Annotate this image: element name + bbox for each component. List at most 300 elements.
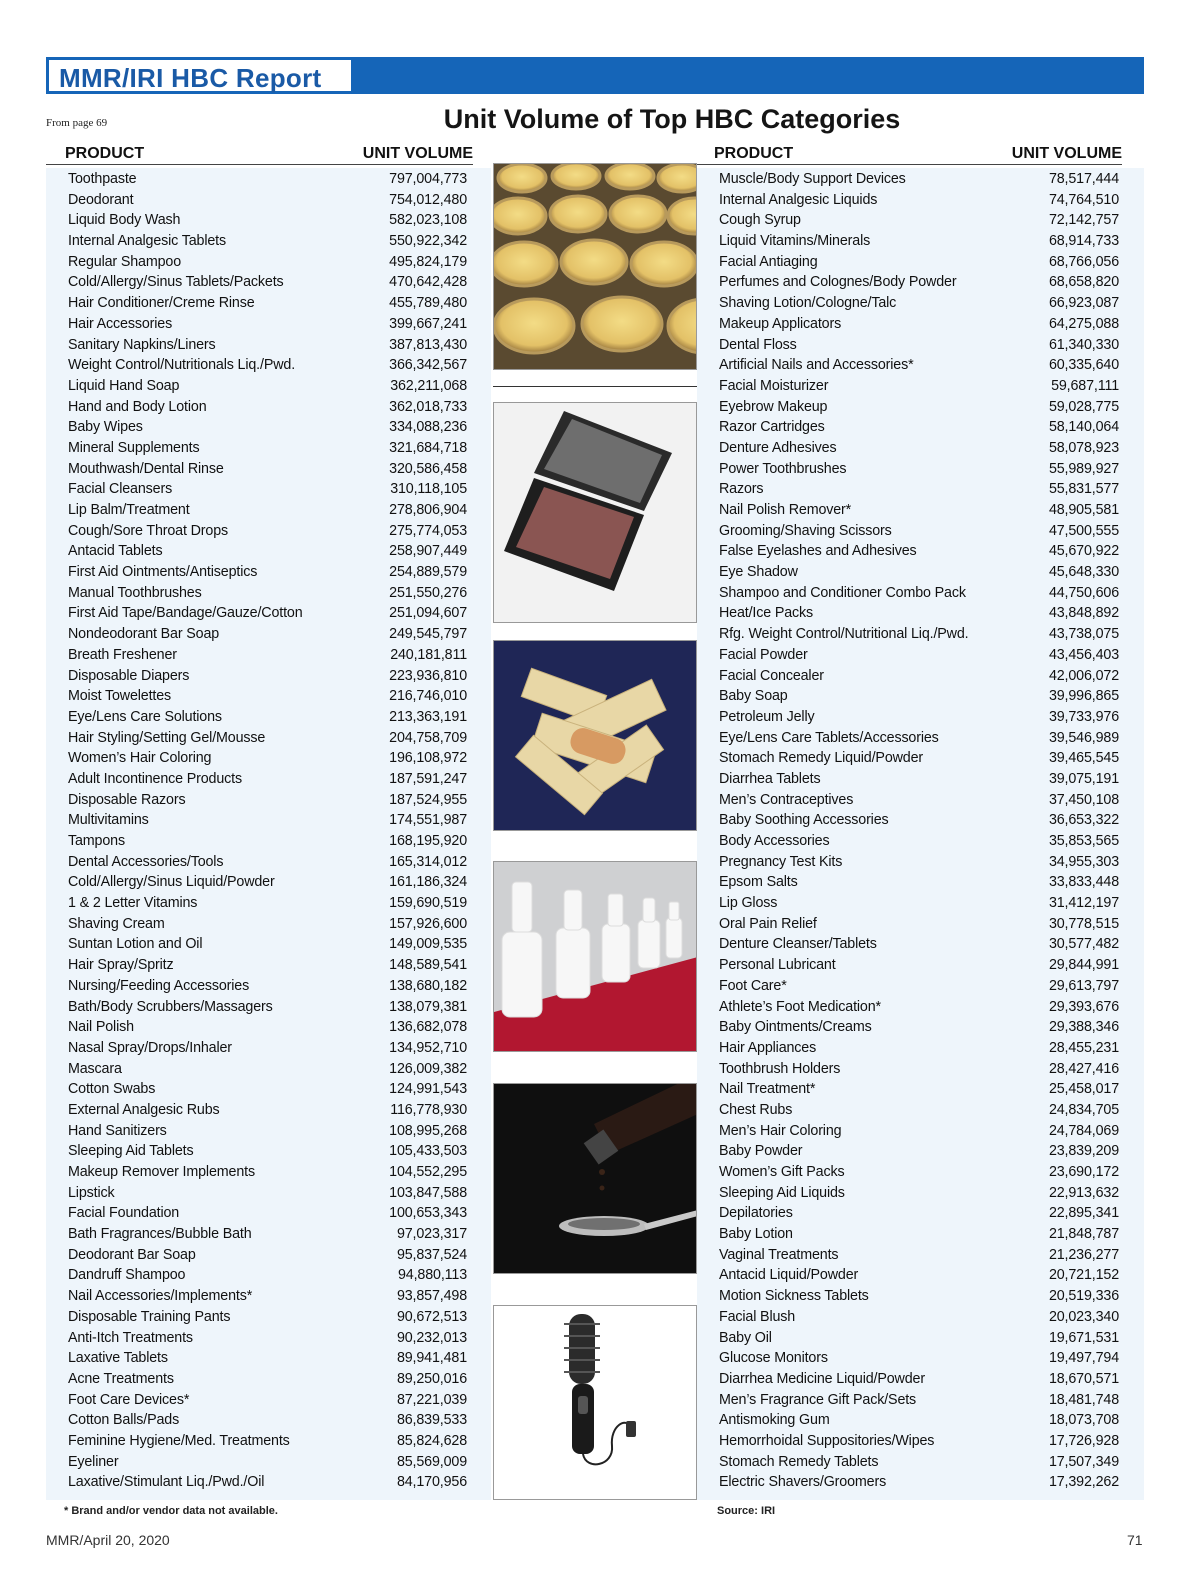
table-row: [68, 603, 467, 624]
table-row: [68, 934, 467, 955]
unit-volume-value: 39,733,976: [1048, 708, 1119, 725]
table-row: [68, 1348, 467, 1369]
report-banner-box: [48, 59, 352, 92]
unit-volume-value: 29,613,797: [1048, 977, 1119, 994]
product-name: Women’s Hair Coloring: [68, 750, 212, 767]
table-row: [719, 1265, 1119, 1286]
product-name: Foot Care Devices*: [68, 1391, 190, 1408]
product-name: Antacid Tablets: [68, 543, 163, 560]
unit-volume-value: 213,363,191: [389, 708, 467, 725]
photo-divider: [493, 386, 697, 387]
product-name: Hair Appliances: [719, 1039, 817, 1056]
product-name: Adult Incontinence Products: [68, 770, 242, 787]
unit-volume-value: 165,314,012: [389, 853, 467, 870]
from-page-note: From page 69: [46, 117, 108, 129]
unit-volume-value: 72,142,757: [1048, 212, 1119, 229]
table-row: [68, 831, 467, 852]
unit-volume-value: 104,552,295: [389, 1164, 467, 1180]
dropper-bottles-photo: [493, 861, 697, 1052]
table-row: [719, 1369, 1119, 1390]
product-name: Cold/Allergy/Sinus Tablets/Packets: [68, 274, 284, 291]
table-row: [719, 417, 1119, 438]
product-name: Nail Treatment*: [719, 1081, 816, 1098]
table-row: [719, 872, 1119, 893]
unit-volume-value: 138,680,182: [389, 977, 467, 994]
unit-volume-value: 34,955,303: [1048, 853, 1119, 870]
product-name: Nail Polish: [68, 1019, 134, 1036]
unit-volume-value: 19,497,794: [1048, 1350, 1119, 1367]
product-name: Suntan Lotion and Oil: [68, 936, 203, 953]
unit-volume-value: 29,844,991: [1048, 957, 1119, 974]
table-row: [68, 417, 467, 438]
footnote: * Brand and/or vendor data not available.: [64, 1505, 278, 1517]
table-row: [719, 666, 1119, 687]
product-name: Bath Fragrances/Bubble Bath: [68, 1226, 252, 1243]
unit-volume-value: 108,995,268: [389, 1122, 467, 1139]
product-name: Nail Accessories/Implements*: [68, 1288, 253, 1305]
table-row: [719, 1328, 1119, 1349]
product-name: Lip Balm/Treatment: [68, 502, 190, 518]
bandages-image: [494, 641, 697, 831]
unit-volume-value: 216,746,010: [389, 688, 467, 705]
product-name: Eyebrow Makeup: [719, 398, 828, 415]
unit-volume-value: 362,211,068: [390, 377, 467, 394]
balm-tins-image: [494, 164, 697, 370]
table-row: [68, 169, 467, 190]
product-name: Hair Spray/Spritz: [68, 957, 174, 974]
product-name: Laxative Tablets: [68, 1350, 168, 1367]
product-name: Depilatories: [719, 1205, 793, 1222]
product-name: Baby Wipes: [68, 419, 143, 436]
table-row: [719, 686, 1119, 707]
product-name: Facial Powder: [719, 646, 808, 663]
product-name: Hair Accessories: [68, 315, 173, 332]
table-row: [719, 252, 1119, 273]
unit-volume-value: 455,789,480: [389, 295, 467, 312]
product-name: Glucose Monitors: [719, 1350, 828, 1367]
unit-volume-value: 126,009,382: [389, 1060, 467, 1077]
product-name: Disposable Razors: [68, 791, 186, 808]
table-row: [719, 521, 1119, 542]
unit-volume-value: 68,914,733: [1048, 233, 1119, 250]
table-row: [68, 748, 467, 769]
table-row: [68, 1038, 467, 1059]
table-row: [719, 376, 1119, 397]
page-number: 71: [1127, 1532, 1143, 1548]
table-row: [719, 1100, 1119, 1121]
product-name: Denture Cleanser/Tablets: [719, 936, 877, 953]
product-name: Lip Gloss: [719, 895, 778, 912]
product-name: Petroleum Jelly: [719, 708, 815, 725]
product-name: Muscle/Body Support Devices: [719, 171, 906, 187]
table-row: [68, 1307, 467, 1328]
unit-volume-value: 87,221,039: [396, 1391, 467, 1408]
product-name: Deodorant Bar Soap: [68, 1246, 196, 1263]
unit-volume-value: 138,079,381: [389, 998, 467, 1015]
table-row: [68, 1472, 467, 1493]
table-row: [68, 562, 467, 583]
table-row: [719, 997, 1119, 1018]
product-name: Baby Powder: [719, 1143, 803, 1160]
table-row: [719, 645, 1119, 666]
table-row: [719, 976, 1119, 997]
unit-volume-value: 30,778,515: [1048, 915, 1119, 932]
table-row: [719, 479, 1119, 500]
table-row: [719, 1472, 1119, 1493]
table-row: [68, 459, 467, 480]
product-name: Razor Cartridges: [719, 419, 825, 436]
table-row: [719, 624, 1119, 645]
product-name: Multivitamins: [68, 812, 149, 829]
unit-volume-value: 45,670,922: [1048, 543, 1119, 560]
product-column-header: PRODUCT: [714, 145, 794, 162]
product-name: Vaginal Treatments: [719, 1246, 839, 1263]
unit-volume-value: 17,726,928: [1048, 1432, 1119, 1449]
product-name: Manual Toothbrushes: [68, 584, 202, 601]
table-row: [719, 1286, 1119, 1307]
page-title: Unit Volume of Top HBC Categories: [443, 104, 901, 134]
table-row: [68, 1017, 467, 1038]
unit-volume-value: 240,181,811: [390, 646, 467, 663]
product-name: Cold/Allergy/Sinus Liquid/Powder: [68, 874, 275, 891]
hot-air-brush-image: [494, 1306, 697, 1500]
table-row: [719, 852, 1119, 873]
unit-volume-value: 39,465,545: [1048, 750, 1119, 767]
unit-volume-value: 55,831,577: [1048, 481, 1119, 498]
product-name: Internal Analgesic Tablets: [68, 233, 226, 250]
table-row: [719, 728, 1119, 749]
table-row: [68, 955, 467, 976]
table-row: [68, 314, 467, 335]
compact-powder-photo: [493, 402, 697, 623]
unit-volume-value: 495,824,179: [389, 253, 467, 270]
unit-volume-value: 204,758,709: [389, 729, 467, 746]
product-name: Eye Shadow: [719, 564, 798, 581]
unit-volume-value: 86,839,533: [396, 1412, 467, 1429]
product-name: Toothbrush Holders: [719, 1060, 841, 1077]
table-row: [68, 1059, 467, 1080]
unit-volume-value: 89,250,016: [396, 1370, 467, 1387]
unit-volume-value: 66,923,087: [1048, 295, 1119, 312]
bandages-photo: [493, 640, 697, 831]
unit-volume-value: 100,653,343: [389, 1205, 467, 1222]
table-row: [68, 997, 467, 1018]
table-row: [68, 1431, 467, 1452]
unit-volume-value: 47,500,555: [1048, 522, 1119, 539]
table-row: [719, 459, 1119, 480]
product-name: Baby Ointments/Creams: [719, 1019, 872, 1036]
left-table: [68, 169, 467, 1493]
product-name: External Analgesic Rubs: [68, 1101, 220, 1118]
product-name: Shampoo and Conditioner Combo Pack: [719, 584, 966, 601]
product-name: Hand Sanitizers: [68, 1122, 167, 1139]
table-row: [68, 397, 467, 418]
unit-volume-value: 61,340,330: [1048, 336, 1119, 353]
table-row: [719, 293, 1119, 314]
product-name: Dental Accessories/Tools: [68, 853, 224, 870]
table-row: [719, 831, 1119, 852]
unit-volume-value: 550,922,342: [389, 233, 467, 250]
right-table: [719, 169, 1119, 1493]
unit-volume-value: 43,456,403: [1048, 646, 1119, 663]
product-name: Shaving Lotion/Cologne/Talc: [719, 295, 897, 312]
product-name: Baby Soothing Accessories: [719, 812, 889, 829]
table-row: [68, 190, 467, 211]
product-name: Rfg. Weight Control/Nutritional Liq./Pwd.: [719, 626, 969, 643]
table-row: [719, 707, 1119, 728]
product-name: Grooming/Shaving Scissors: [719, 522, 892, 539]
table-row: [68, 438, 467, 459]
table-row: [68, 1141, 467, 1162]
unit-volume-value: 93,857,498: [396, 1288, 467, 1305]
table-row: [719, 1079, 1119, 1100]
unit-volume-value: 168,195,920: [389, 833, 467, 849]
unit-volume-value: 36,653,322: [1048, 812, 1119, 829]
table-row: [719, 1452, 1119, 1473]
product-name: Lipstick: [68, 1184, 115, 1201]
table-row: [68, 1183, 467, 1204]
unit-volume-value: 148,589,541: [389, 957, 467, 974]
unit-volume-value: 159,690,519: [389, 895, 467, 912]
product-name: Facial Moisturizer: [719, 377, 829, 394]
unit-volume-value: 254,889,579: [389, 564, 467, 581]
product-name: Nasal Spray/Drops/Inhaler: [68, 1039, 232, 1056]
product-name: Cotton Balls/Pads: [68, 1412, 180, 1429]
table-row: [719, 1245, 1119, 1266]
unit-volume-value: 17,507,349: [1048, 1453, 1119, 1470]
product-name: Personal Lubricant: [719, 957, 836, 974]
product-name: Breath Freshener: [68, 646, 177, 663]
unit-volume-value: 68,658,820: [1048, 274, 1119, 291]
product-name: Facial Antiaging: [719, 253, 818, 270]
unit-volume-value: 797,004,773: [389, 171, 467, 187]
product-name: Shaving Cream: [68, 915, 165, 932]
unit-volume-value: 362,018,733: [389, 398, 467, 415]
unit-volume-value: 105,433,503: [389, 1143, 467, 1160]
product-name: Makeup Remover Implements: [68, 1164, 255, 1180]
source-note: Source: IRI: [717, 1505, 776, 1517]
table-row: [719, 1141, 1119, 1162]
table-row: [68, 1369, 467, 1390]
table-row: [719, 583, 1119, 604]
product-name: Feminine Hygiene/Med. Treatments: [68, 1432, 290, 1449]
product-name: Toothpaste: [68, 171, 137, 187]
unit-volume-value: 334,088,236: [389, 419, 467, 436]
product-name: Razors: [719, 481, 764, 498]
product-name: Foot Care*: [719, 977, 787, 994]
product-name: Moist Towelettes: [68, 688, 172, 705]
unit-volume-value: 43,738,075: [1048, 626, 1119, 643]
unit-volume-value: 58,078,923: [1048, 439, 1119, 456]
unit-volume-value: 251,094,607: [389, 605, 467, 622]
table-row: [719, 438, 1119, 459]
table-row: [719, 1410, 1119, 1431]
unit-volume-value: 187,524,955: [389, 791, 467, 808]
unit-volume-value: 399,667,241: [389, 315, 467, 332]
product-name: Bath/Body Scrubbers/Massagers: [68, 998, 273, 1015]
unit-volume-value: 28,427,416: [1048, 1060, 1119, 1077]
table-row: [68, 624, 467, 645]
product-name: Dental Floss: [719, 336, 797, 353]
table-row: [68, 1100, 467, 1121]
unit-volume-value: 39,546,989: [1048, 729, 1119, 746]
table-row: [68, 810, 467, 831]
unit-volume-value: 59,028,775: [1048, 398, 1119, 415]
product-name: 1 & 2 Letter Vitamins: [68, 895, 198, 912]
product-name: Oral Pain Relief: [719, 915, 817, 932]
product-name: Epsom Salts: [719, 874, 798, 891]
unit-volume-value: 28,455,231: [1048, 1039, 1119, 1056]
balm-tins-photo: [493, 163, 697, 370]
product-name: Stomach Remedy Tablets: [719, 1453, 879, 1470]
table-row: [719, 541, 1119, 562]
table-row: [68, 500, 467, 521]
product-name: Liquid Vitamins/Minerals: [719, 233, 871, 250]
table-row: [719, 169, 1119, 190]
product-name: Facial Blush: [719, 1308, 796, 1325]
table-row: [719, 955, 1119, 976]
unit-volume-value: 24,784,069: [1048, 1122, 1119, 1139]
product-name: False Eyelashes and Adhesives: [719, 543, 917, 560]
table-row: [68, 479, 467, 500]
unit-volume-value: 94,880,113: [398, 1267, 467, 1284]
unit-volume-value: 31,412,197: [1048, 895, 1119, 912]
product-name: Men’s Fragrance Gift Pack/Sets: [719, 1391, 917, 1408]
unit-volume-value: 20,721,152: [1048, 1267, 1119, 1284]
product-name: Nursing/Feeding Accessories: [68, 977, 250, 994]
table-row: [68, 1203, 467, 1224]
product-name: Liquid Hand Soap: [68, 377, 180, 394]
table-row: [719, 810, 1119, 831]
unit-volume-value: 275,774,053: [389, 522, 467, 539]
product-name: Regular Shampoo: [68, 253, 181, 270]
unit-volume-value: 157,926,600: [389, 915, 467, 932]
table-row: [719, 1059, 1119, 1080]
table-row: [719, 272, 1119, 293]
footer-publication: MMR/April 20, 2020: [46, 1532, 170, 1548]
table-row: [719, 1038, 1119, 1059]
table-row: [719, 1431, 1119, 1452]
unit-volume-value: 134,952,710: [389, 1039, 467, 1056]
unit-volume-value: 310,118,105: [390, 481, 467, 498]
product-name: Athlete’s Foot Medication*: [719, 998, 881, 1015]
unit-volume-column-header: UNIT VOLUME: [1011, 145, 1122, 162]
table-row: [719, 748, 1119, 769]
table-row: [68, 914, 467, 935]
unit-volume-value: 24,834,705: [1048, 1101, 1119, 1118]
table-row: [68, 728, 467, 749]
product-name: Pregnancy Test Kits: [719, 853, 843, 870]
table-row: [719, 231, 1119, 252]
product-name: Power Toothbrushes: [719, 460, 847, 477]
unit-volume-value: 136,682,078: [389, 1019, 467, 1036]
unit-volume-value: 278,806,904: [389, 502, 467, 518]
unit-volume-value: 39,996,865: [1048, 688, 1119, 705]
unit-volume-value: 321,684,718: [389, 439, 467, 456]
product-name: Internal Analgesic Liquids: [719, 191, 878, 208]
unit-volume-value: 582,023,108: [389, 212, 467, 229]
unit-volume-value: 90,232,013: [396, 1329, 467, 1346]
unit-volume-value: 18,670,571: [1048, 1370, 1119, 1387]
unit-volume-value: 23,690,172: [1048, 1164, 1119, 1180]
product-column-header: PRODUCT: [65, 145, 145, 162]
table-row: [68, 1286, 467, 1307]
unit-volume-value: 20,023,340: [1048, 1308, 1119, 1325]
unit-volume-value: 366,342,567: [389, 357, 467, 374]
table-row: [68, 1121, 467, 1142]
unit-volume-value: 89,941,481: [396, 1350, 467, 1367]
product-name: Dandruff Shampoo: [68, 1267, 186, 1284]
product-name: Perfumes and Colognes/Body Powder: [719, 274, 957, 291]
product-name: Baby Lotion: [719, 1226, 793, 1243]
product-name: Motion Sickness Tablets: [719, 1288, 869, 1305]
product-name: First Aid Tape/Bandage/Gauze/Cotton: [68, 605, 303, 622]
compact-powder-image: [494, 403, 697, 623]
unit-volume-value: 60,335,640: [1048, 357, 1119, 374]
table-row: [719, 790, 1119, 811]
product-name: Hair Styling/Setting Gel/Mousse: [68, 729, 266, 746]
product-name: Facial Concealer: [719, 667, 824, 684]
table-row: [719, 1224, 1119, 1245]
table-row: [68, 1390, 467, 1411]
product-name: Hair Conditioner/Creme Rinse: [68, 295, 255, 312]
product-name: Men’s Contraceptives: [719, 791, 854, 808]
unit-volume-value: 223,936,810: [389, 667, 467, 684]
unit-volume-value: 74,764,510: [1048, 191, 1119, 208]
product-name: Cough/Sore Throat Drops: [68, 522, 228, 539]
unit-volume-value: 30,577,482: [1048, 936, 1119, 953]
table-row: [719, 1203, 1119, 1224]
product-name: Eyeliner: [68, 1453, 119, 1470]
right-table-header: [695, 144, 1122, 165]
table-row: [68, 210, 467, 231]
product-name: Laxative/Stimulant Liq./Pwd./Oil: [68, 1474, 265, 1491]
unit-volume-value: 754,012,480: [389, 191, 467, 208]
unit-volume-value: 22,913,632: [1048, 1184, 1119, 1201]
table-row: [68, 335, 467, 356]
unit-volume-value: 33,833,448: [1048, 874, 1119, 891]
table-row: [719, 190, 1119, 211]
table-row: [719, 769, 1119, 790]
unit-volume-value: 21,848,787: [1048, 1226, 1119, 1243]
product-name: Heat/Ice Packs: [719, 605, 814, 622]
unit-volume-value: 58,140,064: [1048, 419, 1119, 436]
unit-volume-value: 97,023,317: [396, 1226, 467, 1243]
product-name: Mineral Supplements: [68, 439, 200, 456]
unit-volume-value: 174,551,987: [389, 812, 467, 829]
product-name: Facial Foundation: [68, 1205, 180, 1222]
product-name: Electric Shavers/Groomers: [719, 1474, 887, 1491]
table-row: [719, 603, 1119, 624]
table-row: [719, 210, 1119, 231]
dropper-bottles-image: [494, 862, 697, 1052]
unit-volume-value: 21,236,277: [1048, 1246, 1119, 1263]
unit-volume-value: 29,393,676: [1048, 998, 1119, 1015]
table-row: [719, 335, 1119, 356]
table-row: [68, 1410, 467, 1431]
table-row: [68, 252, 467, 273]
unit-volume-value: 85,824,628: [396, 1432, 467, 1449]
product-name: Sleeping Aid Tablets: [68, 1143, 194, 1160]
product-name: Anti-Itch Treatments: [68, 1329, 193, 1346]
unit-volume-value: 18,073,708: [1048, 1412, 1119, 1429]
unit-volume-value: 44,750,606: [1048, 584, 1119, 601]
table-row: [719, 562, 1119, 583]
table-row: [68, 1224, 467, 1245]
table-row: [68, 272, 467, 293]
table-row: [719, 1390, 1119, 1411]
unit-volume-value: 43,848,892: [1048, 605, 1119, 622]
